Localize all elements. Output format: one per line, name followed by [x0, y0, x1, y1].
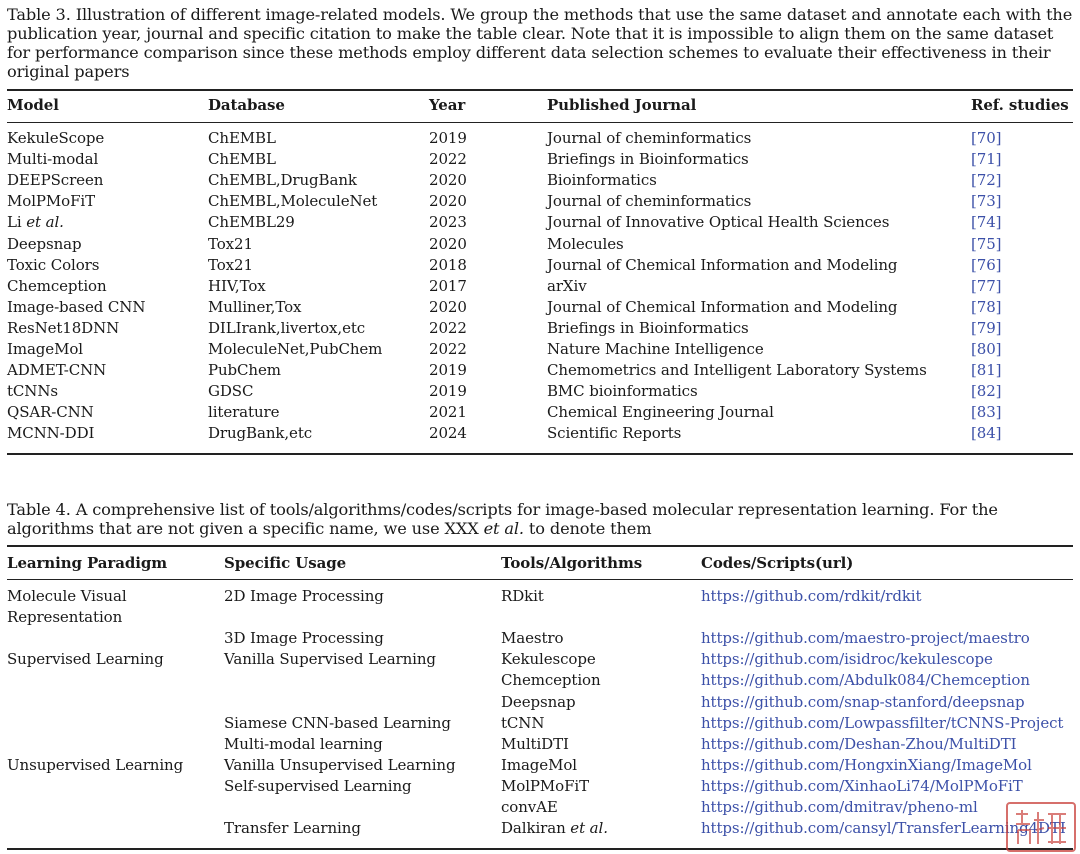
table3-top-rule [7, 89, 1073, 91]
table3-header-ref: Ref. studies [971, 96, 1069, 114]
journal-cell: Chemometrics and Intelligent Laboratory Systems [547, 361, 927, 380]
database-cell: Mulliner,Tox [208, 297, 302, 316]
year-cell: 2020 [429, 297, 467, 316]
model-cell: DEEPScreen [7, 171, 104, 190]
table3-header-journal: Published Journal [547, 96, 697, 114]
year-cell: 2018 [429, 255, 467, 274]
tool-cell: Maestro [501, 629, 564, 648]
ref-link[interactable]: [83] [971, 403, 1002, 422]
ref-link[interactable]: [76] [971, 255, 1002, 274]
usage-cell: Multi-modal learning [224, 734, 383, 753]
database-cell: Tox21 [208, 255, 253, 274]
tool-cell: tCNN [501, 713, 545, 732]
tool-cell: convAE [501, 798, 558, 816]
journal-cell: arXiv [547, 276, 587, 295]
model-cell: Chemception [7, 276, 107, 295]
model-cell: QSAR-CNN [7, 403, 94, 422]
database-cell: HIV,Tox [208, 276, 266, 295]
table-row [0, 213, 1080, 234]
year-cell: 2023 [429, 213, 467, 232]
model-cell: MolPMoFiT [7, 192, 95, 211]
url-link[interactable]: https://github.com/maestro-project/maestro [701, 629, 1030, 648]
table-row [0, 192, 1080, 213]
ref-link[interactable]: [73] [971, 192, 1002, 211]
stamp-watermark-icon [1006, 802, 1076, 852]
database-cell: ChEMBL [208, 129, 276, 147]
url-link[interactable]: https://github.com/rdkit/rdkit [701, 587, 922, 605]
table-row [0, 235, 1080, 256]
journal-cell: Journal of cheminformatics [547, 129, 752, 147]
url-link[interactable]: https://github.com/cansyl/TransferLearning4DTI [701, 819, 1066, 838]
journal-cell: Chemical Engineering Journal [547, 403, 774, 422]
year-cell: 2019 [429, 129, 467, 147]
ref-link[interactable]: [79] [971, 318, 1002, 337]
table-row [0, 382, 1080, 403]
table-row [0, 587, 1080, 608]
url-link[interactable]: https://github.com/dmitrav/pheno-ml [701, 798, 978, 816]
journal-cell: Briefings in Bioinformatics [547, 150, 749, 169]
table-row [0, 671, 1080, 692]
model-cell: Li et al. [7, 213, 64, 232]
ref-link[interactable]: [70] [971, 129, 1002, 147]
url-link[interactable]: https://github.com/snap-stanford/deepsnap [701, 692, 1025, 711]
table-row [0, 819, 1080, 840]
database-cell: ChEMBL,MoleculeNet [208, 192, 378, 211]
usage-cell: Transfer Learning [224, 819, 361, 838]
table-row [0, 756, 1080, 777]
table-row [0, 798, 1080, 819]
table3-header-model: Model [7, 96, 59, 114]
table4-top-rule [7, 545, 1073, 547]
table-row [0, 256, 1080, 277]
url-link[interactable]: https://github.com/Lowpassfilter/tCNNS-Project [701, 713, 1064, 732]
table-row [0, 629, 1080, 650]
table3-header-rule [7, 122, 1073, 123]
table-row [0, 319, 1080, 340]
year-cell: 2017 [429, 276, 467, 295]
database-cell: Tox21 [208, 234, 253, 253]
table-row [0, 777, 1080, 798]
table-row [0, 129, 1080, 150]
table-row [0, 298, 1080, 319]
database-cell: ChEMBL29 [208, 213, 295, 232]
tool-cell: Deepsnap [501, 692, 576, 711]
journal-cell: Bioinformatics [547, 171, 657, 190]
table4-caption-text: Table 4. A comprehensive list of tools/algorithms/codes/scripts for image-based molecular representation learning. For the algorithms that are not given a specific name, we use XXX et al. to denote them [7, 500, 998, 538]
model-cell: KekuleScope [7, 129, 105, 147]
model-cell: Toxic Colors [7, 255, 100, 274]
url-link[interactable]: https://github.com/HongxinXiang/ImageMol [701, 755, 1032, 774]
url-link[interactable]: https://github.com/XinhaoLi74/MolPMoFiT [701, 776, 1023, 795]
journal-cell: Journal of Chemical Information and Modeling [547, 297, 898, 316]
ref-link[interactable]: [77] [971, 276, 1002, 295]
usage-cell: Siamese CNN-based Learning [224, 713, 451, 732]
ref-link[interactable]: [75] [971, 234, 1002, 253]
ref-link[interactable]: [84] [971, 424, 1002, 443]
tool-cell: MolPMoFiT [501, 776, 589, 795]
table4-header-paradigm: Learning Paradigm [7, 554, 167, 572]
year-cell: 2021 [429, 403, 467, 422]
database-cell: GDSC [208, 382, 254, 401]
table-row [0, 361, 1080, 382]
model-cell: Image-based CNN [7, 297, 146, 316]
journal-cell: Briefings in Bioinformatics [547, 318, 749, 337]
ref-link[interactable]: [81] [971, 361, 1002, 380]
table-row [0, 608, 1080, 629]
table-row [0, 424, 1080, 445]
url-link[interactable]: https://github.com/Abdulk084/Chemception [701, 671, 1030, 690]
model-cell: ImageMol [7, 340, 83, 358]
journal-cell: Journal of cheminformatics [547, 192, 752, 211]
journal-cell: Journal of Innovative Optical Health Sciences [547, 213, 890, 232]
year-cell: 2020 [429, 234, 467, 253]
url-link[interactable]: https://github.com/Deshan-Zhou/MultiDTI [701, 734, 1017, 753]
tool-cell: ImageMol [501, 755, 577, 774]
ref-link[interactable]: [72] [971, 171, 1002, 190]
table3-header-database: Database [208, 96, 285, 114]
usage-cell: Self-supervised Learning [224, 776, 412, 795]
table-row [0, 277, 1080, 298]
model-cell: Deepsnap [7, 234, 82, 253]
ref-link[interactable]: [71] [971, 150, 1002, 169]
year-cell: 2020 [429, 192, 467, 211]
tool-cell: Kekulescope [501, 650, 596, 669]
usage-cell: Vanilla Supervised Learning [224, 650, 436, 669]
usage-cell: Vanilla Unsupervised Learning [224, 755, 456, 774]
ref-link[interactable]: [78] [971, 297, 1002, 316]
tool-cell: Chemception [501, 671, 601, 690]
paradigm-cell: Representation [7, 608, 123, 627]
table-row [0, 340, 1080, 361]
journal-cell: Nature Machine Intelligence [547, 340, 764, 358]
year-cell: 2024 [429, 424, 467, 443]
table4-header-url: Codes/Scripts(url) [701, 554, 854, 572]
ref-link[interactable]: [82] [971, 382, 1002, 401]
table-row [0, 150, 1080, 171]
table-row [0, 403, 1080, 424]
paradigm-cell: Unsupervised Learning [7, 755, 184, 774]
database-cell: DILIrank,livertox,etc [208, 318, 366, 337]
database-cell: ChEMBL [208, 150, 276, 169]
table4-bottom-rule [7, 848, 1073, 850]
tool-cell: Dalkiran et al. [501, 819, 608, 838]
table4-header-rule [7, 579, 1073, 580]
database-cell: literature [208, 403, 280, 422]
model-cell: ResNet18DNN [7, 318, 120, 337]
journal-cell: Journal of Chemical Information and Modeling [547, 255, 898, 274]
year-cell: 2022 [429, 318, 467, 337]
database-cell: PubChem [208, 361, 281, 380]
journal-cell: BMC bioinformatics [547, 382, 698, 401]
model-cell: Multi-modal [7, 150, 99, 169]
tool-cell: MultiDTI [501, 734, 569, 753]
table4-header-usage: Specific Usage [224, 554, 347, 572]
table4-header-tools: Tools/Algorithms [501, 554, 643, 572]
usage-cell: 3D Image Processing [224, 629, 384, 648]
database-cell: ChEMBL,DrugBank [208, 171, 357, 190]
table-row [0, 693, 1080, 714]
table-row [0, 171, 1080, 192]
year-cell: 2019 [429, 382, 467, 401]
model-cell: tCNNs [7, 382, 58, 401]
model-cell: ADMET-CNN [7, 361, 107, 380]
tool-cell: RDkit [501, 587, 544, 605]
ref-link[interactable]: [74] [971, 213, 1002, 232]
year-cell: 2019 [429, 361, 467, 380]
database-cell: MoleculeNet,PubChem [208, 340, 383, 358]
table3-bottom-rule [7, 453, 1073, 455]
table-row [0, 650, 1080, 671]
year-cell: 2022 [429, 340, 467, 358]
paradigm-cell: Supervised Learning [7, 650, 164, 669]
table3-caption: Table 3. Illustration of different image-related models. We group the methods that use the same dataset and annotate each with the publication year, journal and specific citation to make the table clear. Note that it is impossible to align them on the same dataset for performance comparison since these methods employ different data selection schemes to evaluate their effectiveness in their original papers [7, 5, 1073, 81]
usage-cell: 2D Image Processing [224, 587, 384, 605]
year-cell: 2022 [429, 150, 467, 169]
url-link[interactable]: https://github.com/isidroc/kekulescope [701, 650, 993, 669]
paradigm-cell: Molecule Visual [7, 587, 127, 605]
journal-cell: Scientific Reports [547, 424, 682, 443]
model-cell: MCNN-DDI [7, 424, 95, 443]
year-cell: 2020 [429, 171, 467, 190]
ref-link[interactable]: [80] [971, 340, 1002, 358]
table-row [0, 735, 1080, 756]
table3-header-year: Year [429, 96, 466, 114]
table4-caption [7, 500, 1073, 538]
table-row [0, 714, 1080, 735]
journal-cell: Molecules [547, 234, 624, 253]
database-cell: DrugBank,etc [208, 424, 313, 443]
